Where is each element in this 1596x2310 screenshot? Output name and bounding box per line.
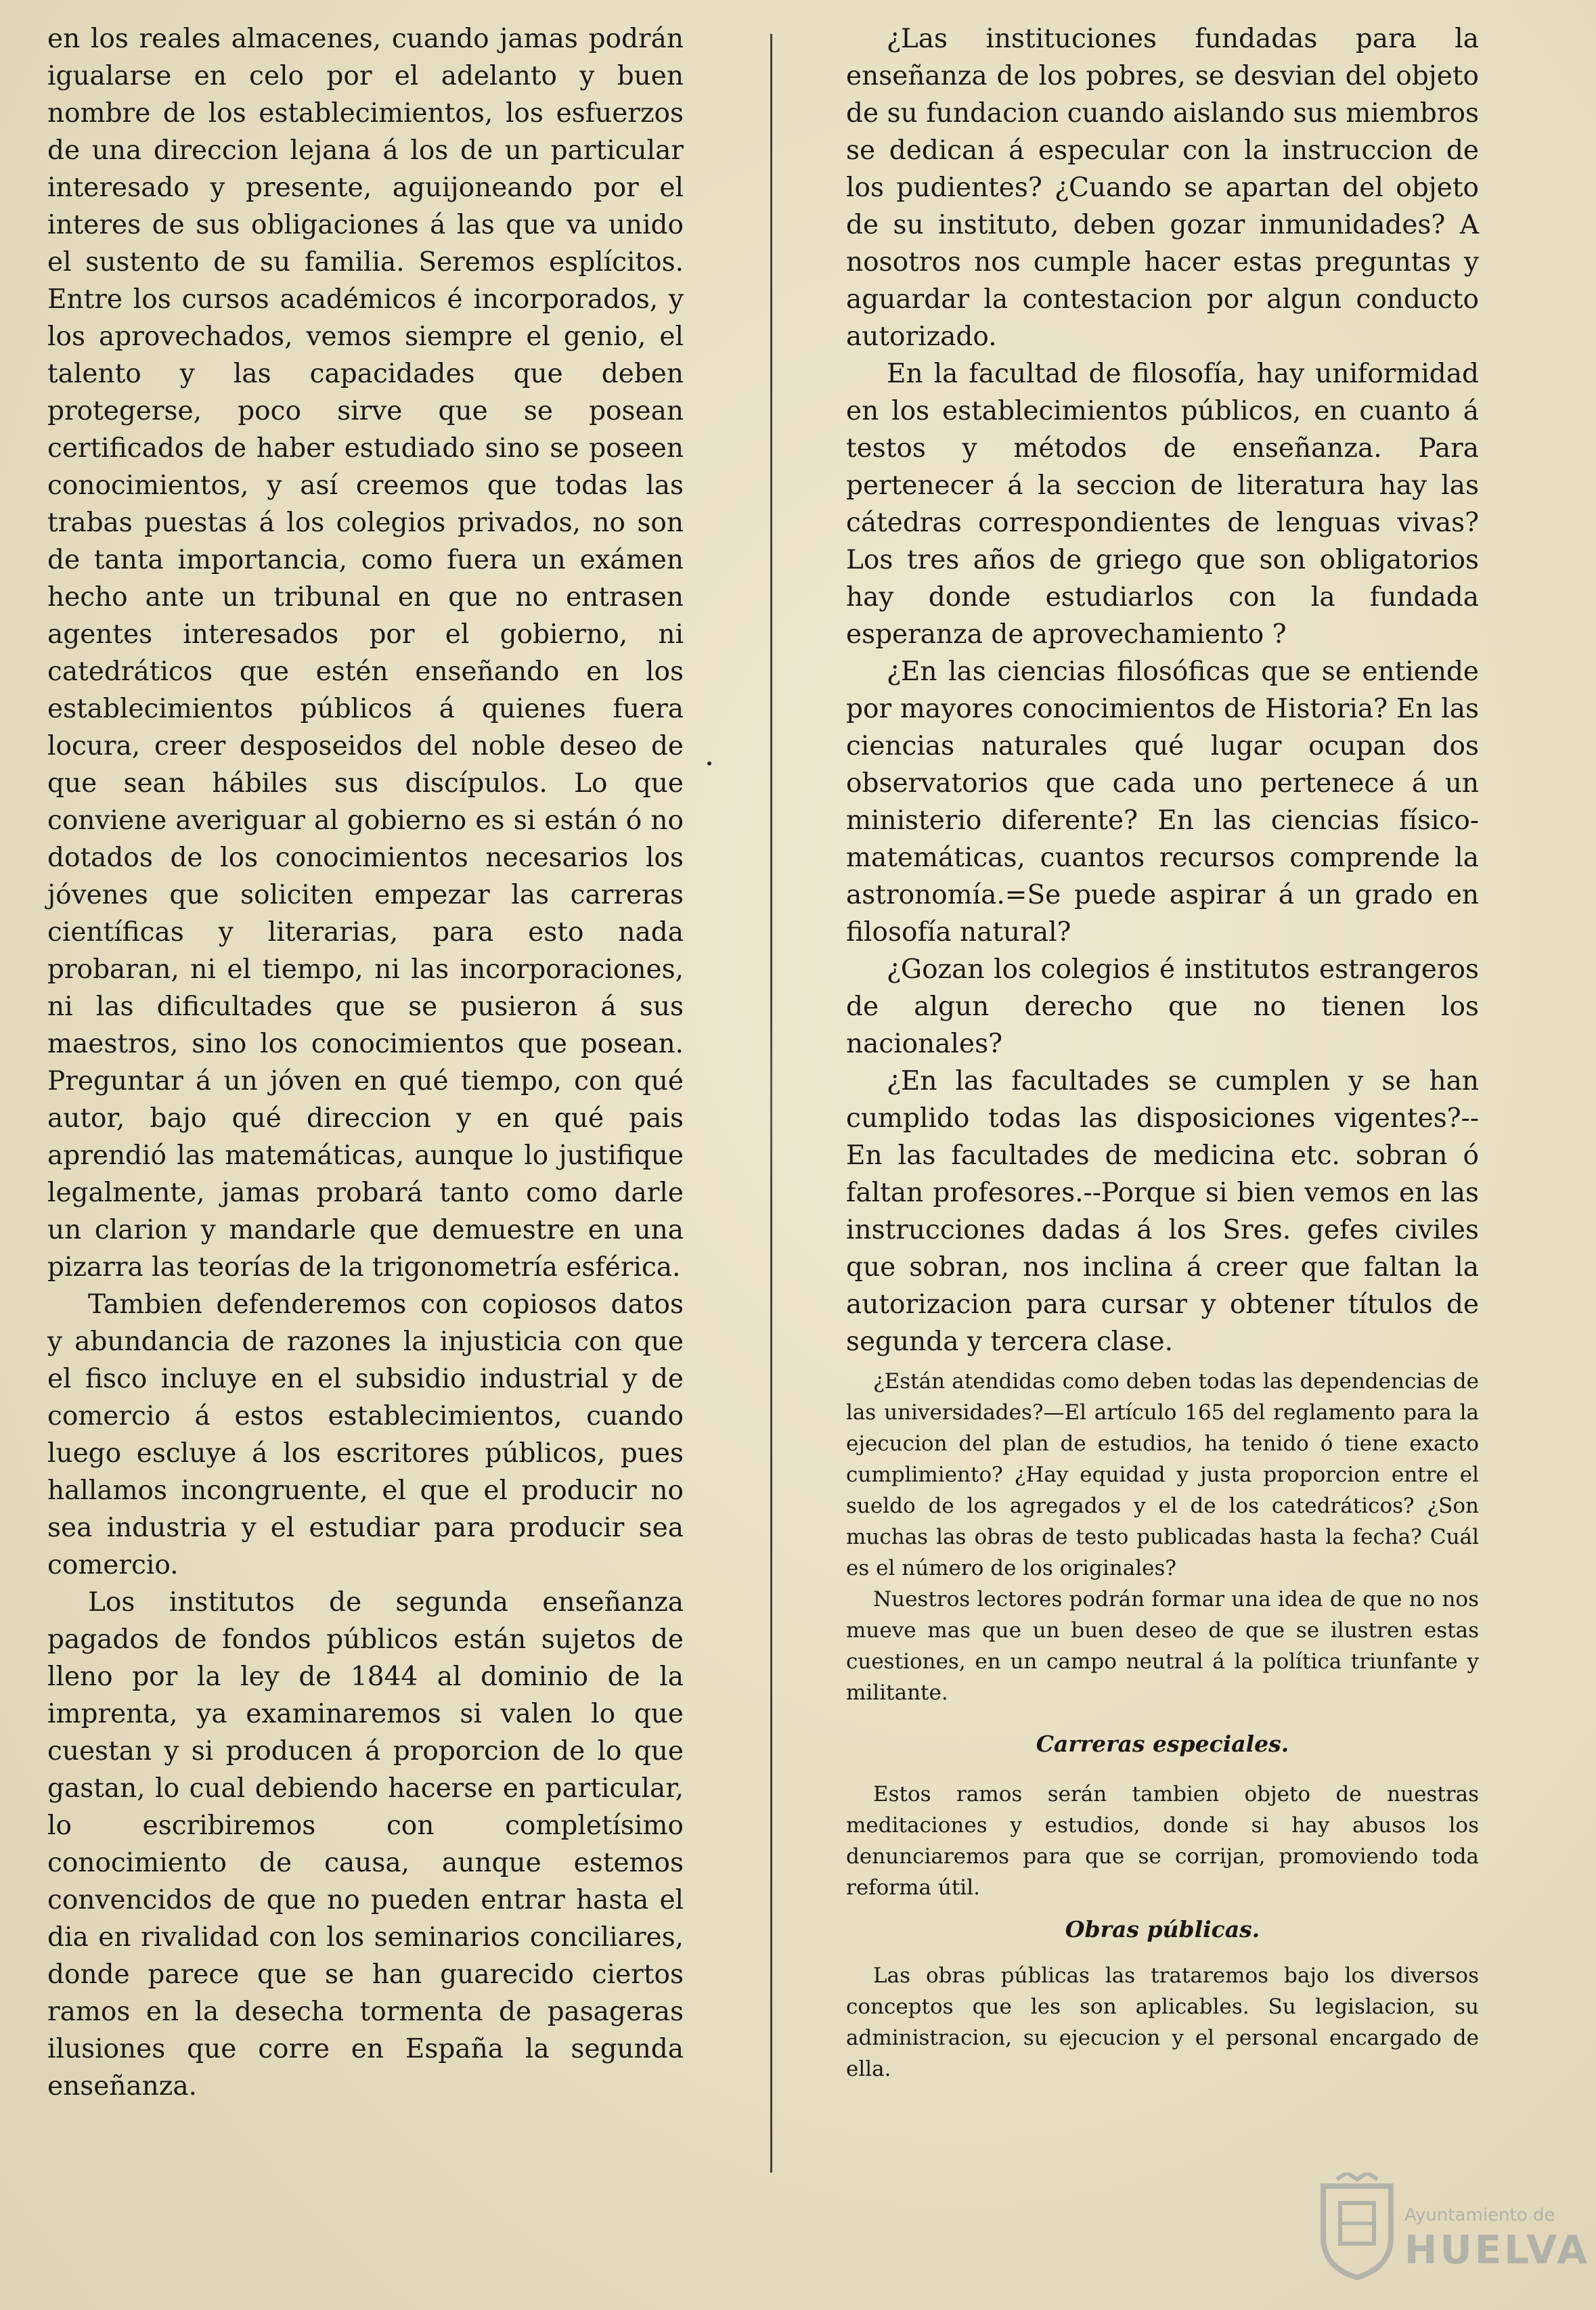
- city-shield-icon: [1316, 2173, 1398, 2281]
- archive-watermark: [1303, 2166, 1591, 2294]
- left-paragraph-1: en los reales almacenes, cuando jamas podrán igualarse en celo por el adelanto y buen nombre de los establecimientos, los esfuerzos de una direccion lejana á los de un particular interesado y presente, aguijoneando por el interes de sus obligaciones á las que va unido el sustento de su familia. Seremos esplícitos. Entre los cursos académicos é incorporados, y los aprovechados, vemos siempre el genio, el talento y las capacidades que deben protegerse, poco sirve que se posean certificados de haber estudiado sino se poseen conocimientos, y así creemos que todas las trabas puestas á los colegios privados, no son de tanta importancia, como fuera un exámen hecho ante un tribunal en que no entrasen agentes interesados por el gobierno, ni catedráticos que estén enseñando en los establecimientos públicos á quienes fuera locura, creer desposeidos del noble deseo de que sean hábiles sus discípulos. Lo que conviene averiguar al gobierno es si están ó no dotados de los conocimientos necesarios los jóvenes que soliciten empezar las carreras científicas y literarias, para esto nada probaran, ni el tiempo, ni las incorporaciones, ni las dificultades que se pusieron á sus maestros, sino los conocimientos que posean. Preguntar á un jóven en qué tiempo, con qué autor, bajo qué direccion y en qué pais aprendió las matemáticas, aunque lo justifique legalmente, jamas probará tanto como darle un clarion y mandarle que demuestre en una pizarra las teorías de la trigonometría esférica.: [47, 24, 684, 1283]
- section-heading-carreras: Carreras especiales.: [1036, 1731, 1289, 1757]
- right-paragraph-2: En la facultad de filosofía, hay uniformidad en los establecimientos públicos, en cuanto á testos y métodos de enseñanza. Para pertenecer á la seccion de literatura hay las cátedras correspondientes de lenguas vivas? Los tres años de griego que son obligatorios hay donde estudiarlos con la fundada esperanza de aprovechamiento ?: [846, 359, 1479, 650]
- left-paragraph-3: Los institutos de segunda enseñanza pagados de fondos públicos están sujetos de lleno por la ley de 1844 al dominio de la imprenta, ya examinaremos si valen lo que cuestan y si producen á proporcion de lo que gastan, lo cual debiendo hacerse en particular, lo escribiremos con completísimo conocimiento de causa, aunque estemos convencidos de que no pueden entrar hasta el dia en rivalidad con los seminarios conciliares, donde parece que se han guarecido ciertos ramos en la desecha tormenta de pasageras ilusiones que corre en España la segunda enseñanza.: [47, 1587, 684, 2102]
- right-paragraph-3: ¿En las ciencias filosóficas que se entiende por mayores conocimientos de Historia? En las ciencias naturales qué lugar ocupan dos observatorios que cada uno pertenece á un ministerio diferente? En las ciencias físico-matemáticas, cuantos recursos comprende la astronomía.=Se puede aspirar á un grado en filosofía natural?: [846, 657, 1479, 948]
- left-paragraph-2: Tambien defenderemos con copiosos datos y abundancia de razones la injusticia con que el fisco incluye en el subsidio industrial y de comercio á estos establecimientos, cuando luego escluye á los escritores públicos, pues hallamos incongruente, el que el producir no sea industria y el estudiar para producir sea comercio.: [47, 1289, 684, 1580]
- section-heading-obras: Obras públicas.: [1065, 1916, 1260, 1942]
- right-paragraph-4: ¿Gozan los colegios é institutos estrangeros de algun derecho que no tienen los nacionales?: [846, 954, 1479, 1059]
- watermark-big-text: HUELVA: [1404, 2227, 1591, 2273]
- right-paragraph-7: Nuestros lectores podrán formar una idea de que no nos mueve mas que un buen deseo de que se ilustren estas cuestiones, en un campo neutral á la política triunfante y militante.: [846, 1587, 1479, 1705]
- left-column: [47, 20, 684, 2105]
- right-paragraph-6: ¿Están atendidas como deben todas las dependencias de las universidades?—El artículo 165 del reglamento para la ejecucion del plan de estudios, ha tenido ó tiene exacto cumplimiento? ¿Hay equidad y justa proporcion entre el sueldo de los agregados y el de los catedráticos? ¿Son muchas las obras de testo publicadas hasta la fecha? Cuál es el número de los originales?: [846, 1369, 1479, 1580]
- right-paragraph-9: Las obras públicas las trataremos bajo los diversos conceptos que les son aplicables. Su legislacion, su administracion, su ejecucion y el personal encargado de ella.: [846, 1963, 1479, 2081]
- right-column: [846, 20, 1479, 2085]
- small-print-block: [846, 1366, 1479, 2085]
- right-paragraph-8: Estos ramos serán tambien objeto de nuestras meditaciones y estudios, donde si hay abusos los denunciaremos para que se corrijan, promoviendo toda reforma útil.: [846, 1782, 1479, 1900]
- ink-speck: [707, 761, 711, 765]
- watermark-small-text: Ayuntamiento de: [1404, 2205, 1555, 2225]
- right-paragraph-1: ¿Las instituciones fundadas para la enseñanza de los pobres, se desvian del objeto de su fundacion cuando aislando sus miembros se dedican á especular con la instruccion de los pudientes? ¿Cuando se apartan del objeto de su instituto, deben gozar inmunidades? A nosotros nos cumple hacer estas preguntas y aguardar la contestacion por algun conducto autorizado.: [846, 24, 1479, 352]
- column-divider: [770, 34, 772, 2173]
- right-paragraph-5: ¿En las facultades se cumplen y se han cumplido todas las disposiciones vigentes?-- En las facultades de medicina etc. sobran ó faltan profesores.--Porque si bien vemos en las instrucciones dadas á los Sres. gefes civiles que sobran, nos inclina á creer que faltan la autorizacion para cursar y obtener títulos de segunda y tercera clase.: [846, 1066, 1479, 1357]
